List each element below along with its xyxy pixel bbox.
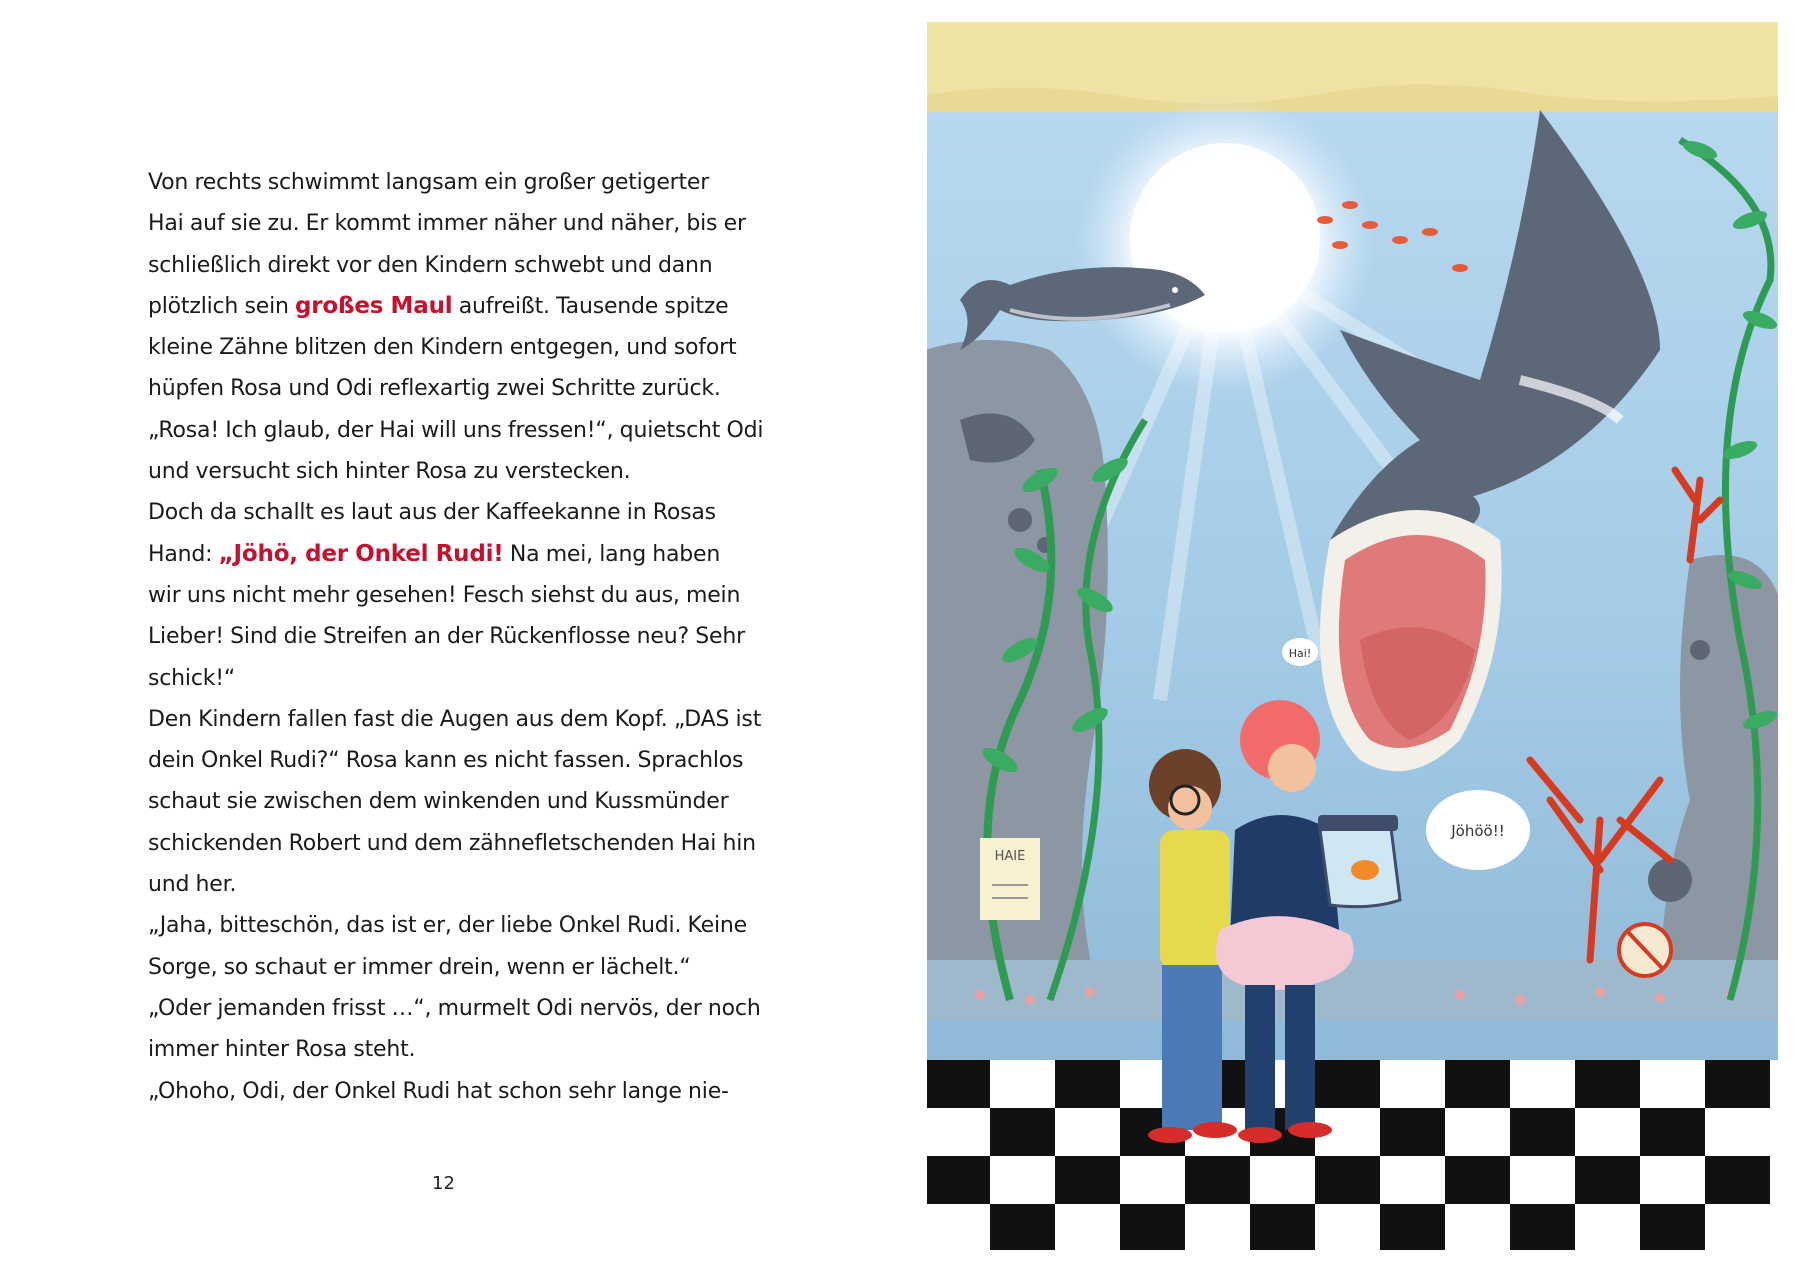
emphasized-text: „Jöhö, der Onkel Rudi! bbox=[218, 540, 504, 567]
text-line: dein Onkel Rudi?“ Rosa kann es nicht fassen. Sprachlos bbox=[148, 748, 744, 774]
text-line: „Jaha, bitteschön, das ist er, der liebe Onkel Rudi. Keine bbox=[148, 913, 748, 939]
checkered-floor bbox=[925, 1060, 1780, 1250]
story-text bbox=[148, 162, 768, 1112]
right-page bbox=[900, 0, 1800, 1271]
text-line bbox=[148, 534, 768, 575]
text-segment: Hand: bbox=[148, 541, 219, 567]
text-line: „Oder jemanden frisst …“, murmelt Odi nervös, der noch bbox=[148, 995, 761, 1021]
aquarium-illustration bbox=[900, 0, 1800, 1271]
text-line: schließlich direkt vor den Kindern schwebt und dann bbox=[148, 252, 713, 278]
text-line: „Rosa! Ich glaub, der Hai will uns fressen!“, quietscht Odi bbox=[148, 417, 764, 443]
text-line: schaut sie zwischen dem winkenden und Kussmünder bbox=[148, 789, 729, 815]
text-line: schick!“ bbox=[148, 665, 236, 691]
text-line bbox=[148, 286, 768, 327]
text-line: „Ohoho, Odi, der Onkel Rudi hat schon sehr lange nie- bbox=[148, 1078, 729, 1104]
text-line: Sorge, so schaut er immer drein, wenn er lächelt.“ bbox=[148, 954, 691, 980]
shark-bubble-text: Hai! bbox=[1288, 647, 1312, 660]
text-line: immer hinter Rosa steht. bbox=[148, 1037, 416, 1063]
text-line: Doch da schallt es laut aus der Kaffeekanne in Rosas bbox=[148, 500, 716, 526]
pot-bubble-text: Jöhöö!! bbox=[1451, 822, 1505, 840]
page-number: 12 bbox=[432, 1173, 455, 1194]
coffee-pot bbox=[1318, 815, 1400, 907]
text-line: kleine Zähne blitzen den Kindern entgegen, und sofort bbox=[148, 335, 737, 361]
haie-sign-label: HAIE bbox=[994, 849, 1026, 864]
text-segment: plötzlich sein bbox=[148, 293, 296, 319]
text-segment: Na mei, lang haben bbox=[503, 541, 721, 567]
text-line: und versucht sich hinter Rosa zu verstecken. bbox=[148, 459, 631, 485]
text-line: schickenden Robert und dem zähnefletschenden Hai hin bbox=[148, 830, 756, 856]
text-line: hüpfen Rosa und Odi reflexartig zwei Schritte zurück. bbox=[148, 376, 721, 402]
text-line: Den Kindern fallen fast die Augen aus dem Kopf. „DAS ist bbox=[148, 706, 762, 732]
emphasized-text: großes Maul bbox=[295, 292, 453, 319]
text-line: und her. bbox=[148, 872, 237, 898]
text-line: Von rechts schwimmt langsam ein großer getigerter bbox=[148, 170, 710, 195]
text-line: Hai auf sie zu. Er kommt immer näher und näher, bis er bbox=[148, 211, 746, 237]
text-line: wir uns nicht mehr gesehen! Fesch siehst du aus, mein bbox=[148, 582, 741, 608]
text-line: Lieber! Sind die Streifen an der Rückenflosse neu? Sehr bbox=[148, 624, 745, 650]
text-segment: aufreißt. Tausende spitze bbox=[452, 293, 729, 319]
